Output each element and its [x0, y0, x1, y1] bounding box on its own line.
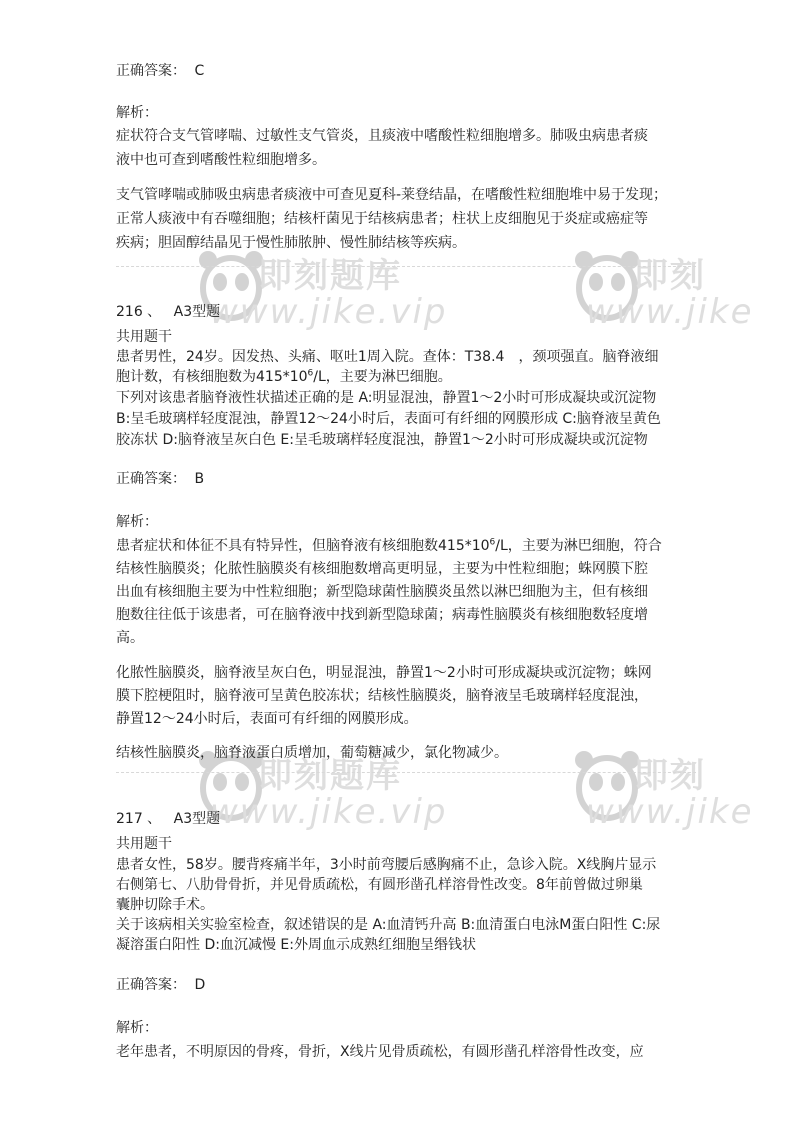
stem-text: 患者女性，58岁。腰背疼痛半年，3小时前弯腰后感胸痛不止，急诊入院。X线胸片显示 — [116, 857, 657, 873]
watermark-brand: 即刻 — [634, 756, 706, 796]
stem-text: 患者男性，24岁。因发热、头痛、呕吐1周入院。查体：T38.4 ，颈项强直。脑脊液细 — [116, 349, 659, 365]
answer-line — [116, 976, 696, 994]
explain-text: 结核性脑膜炎，脑脊液蛋白质增加，葡萄糖减少，氯化物减少。 — [116, 745, 508, 761]
stem-text: B:呈毛玻璃样轻度混浊，静置12～24小时后，表面可有纤细的网膜形成 C:脑脊液呈黄色 — [116, 411, 661, 427]
answer-value: D — [194, 977, 206, 993]
stem-text: 下列对该患者脑脊液性状描述正确的是 A:明显混浊，静置1～2小时可形成凝块或沉淀物 — [116, 390, 657, 406]
question-type: A3型题 — [173, 304, 221, 320]
explain-text-part: /L，主要为淋巴细胞，符合 — [495, 538, 662, 554]
question-separator — [116, 266, 696, 267]
explain-text: 静置12～24小时后，表面可有纤细的网膜形成。 — [116, 711, 418, 727]
stem-text — [116, 368, 696, 386]
question-number: 216 、 — [116, 304, 162, 320]
watermark-url: www.jike.vip — [210, 792, 448, 832]
explain-text: 出血有核细胞主要为中性粒细胞；新型隐球菌性脑膜炎虽然以淋巴细胞为主，但有核细 — [116, 584, 648, 600]
stem-text: 胶冻状 D:脑脊液呈灰白色 E:呈毛玻璃样轻度混浊，静置1～2小时可形成凝块或沉淀物 — [116, 432, 648, 448]
explain-text — [116, 537, 696, 555]
explain-text: 症状符合支气管哮喘、过敏性支气管炎，且痰液中嗜酸性粒细胞增多。肺吸虫病患者痰 — [116, 128, 648, 144]
watermark-url: www.jike.vip — [210, 292, 448, 332]
stem-text-part: 胞计数，有核细胞数为415*10 — [116, 369, 308, 385]
explain-text: 膜下腔梗阻时，脑脊液可呈黄色胶冻状；结核性脑膜炎，脑脊液呈毛玻璃样轻度混浊， — [116, 688, 648, 704]
explain-text: 化脓性脑膜炎，脑脊液呈灰白色，明显混浊，静置1～2小时可形成凝块或沉淀物；蛛网 — [116, 665, 652, 681]
explain-label: 解析： — [116, 105, 158, 121]
answer-label: 正确答案： — [116, 977, 186, 993]
answer-label: 正确答案： — [116, 471, 186, 487]
superscript: 6 — [489, 537, 496, 548]
explain-label: 解析： — [116, 1020, 158, 1036]
explain-text-part: 患者症状和体征不具有特异性，但脑脊液有核细胞数415*10 — [116, 538, 490, 554]
explain-text: 支气管哮喘或肺吸虫病患者痰液中可查见夏科-莱登结晶，在嗜酸性粒细胞堆中易于发现； — [116, 187, 668, 203]
explain-text: 疾病；胆固醇结晶见于慢性肺脓肿、慢性肺结核等疾病。 — [116, 235, 466, 251]
stem-text-part: /L，主要为淋巴细胞。 — [313, 369, 452, 385]
explain-text: 正常人痰液中有吞噬细胞；结核杆菌见于结核病患者；柱状上皮细胞见于炎症或癌症等 — [116, 211, 648, 227]
superscript: 6 — [307, 368, 314, 379]
explain-text: 老年患者，不明原因的骨疼，骨折，X线片见骨质疏松，有圆形凿孔样溶骨性改变，应 — [116, 1044, 644, 1060]
watermark-brand: 即刻题库 — [258, 756, 402, 796]
explain-text: 结核性脑膜炎；化脓性脑膜炎有核细胞数增高更明显，主要为中性粒细胞；蛛网膜下腔 — [116, 561, 648, 577]
answer-line — [116, 62, 696, 80]
watermark-url: www.jike — [586, 792, 754, 832]
watermark-url: www.jike — [586, 292, 754, 332]
question-type: A3型题 — [173, 811, 221, 827]
answer-line — [116, 470, 696, 488]
question-separator — [116, 772, 696, 773]
stem-text: 关于该病相关实验室检查，叙述错误的是 A:血清钙升高 B:血清蛋白电泳M蛋白阳性 C:尿 — [116, 917, 661, 933]
question-number: 217 、 — [116, 811, 162, 827]
explain-text: 高。 — [116, 630, 144, 646]
answer-value: B — [194, 471, 205, 487]
question-header — [116, 303, 696, 321]
stem-label: 共用题干 — [116, 329, 172, 345]
stem-text: 囊肿切除手术。 — [116, 897, 214, 913]
stem-text: 凝溶蛋白阳性 D:血沉减慢 E:外周血示成熟红细胞呈缗钱状 — [116, 937, 476, 953]
explain-text: 液中也可查到嗜酸性粒细胞增多。 — [116, 152, 326, 168]
answer-value: C — [194, 63, 205, 79]
stem-text: 右侧第七、八肋骨骨折，并见骨质疏松，有圆形凿孔样溶骨性改变。8年前曾做过卵巢 — [116, 877, 643, 893]
question-header — [116, 810, 696, 828]
explain-text: 胞数往往低于该患者，可在脑脊液中找到新型隐球菌；病毒性脑膜炎有核细胞数轻度增 — [116, 607, 648, 623]
answer-label: 正确答案： — [116, 63, 186, 79]
watermark-brand: 即刻题库 — [258, 256, 402, 296]
watermark-brand: 即刻 — [634, 256, 706, 296]
explain-label: 解析： — [116, 514, 158, 530]
stem-label: 共用题干 — [116, 836, 172, 852]
